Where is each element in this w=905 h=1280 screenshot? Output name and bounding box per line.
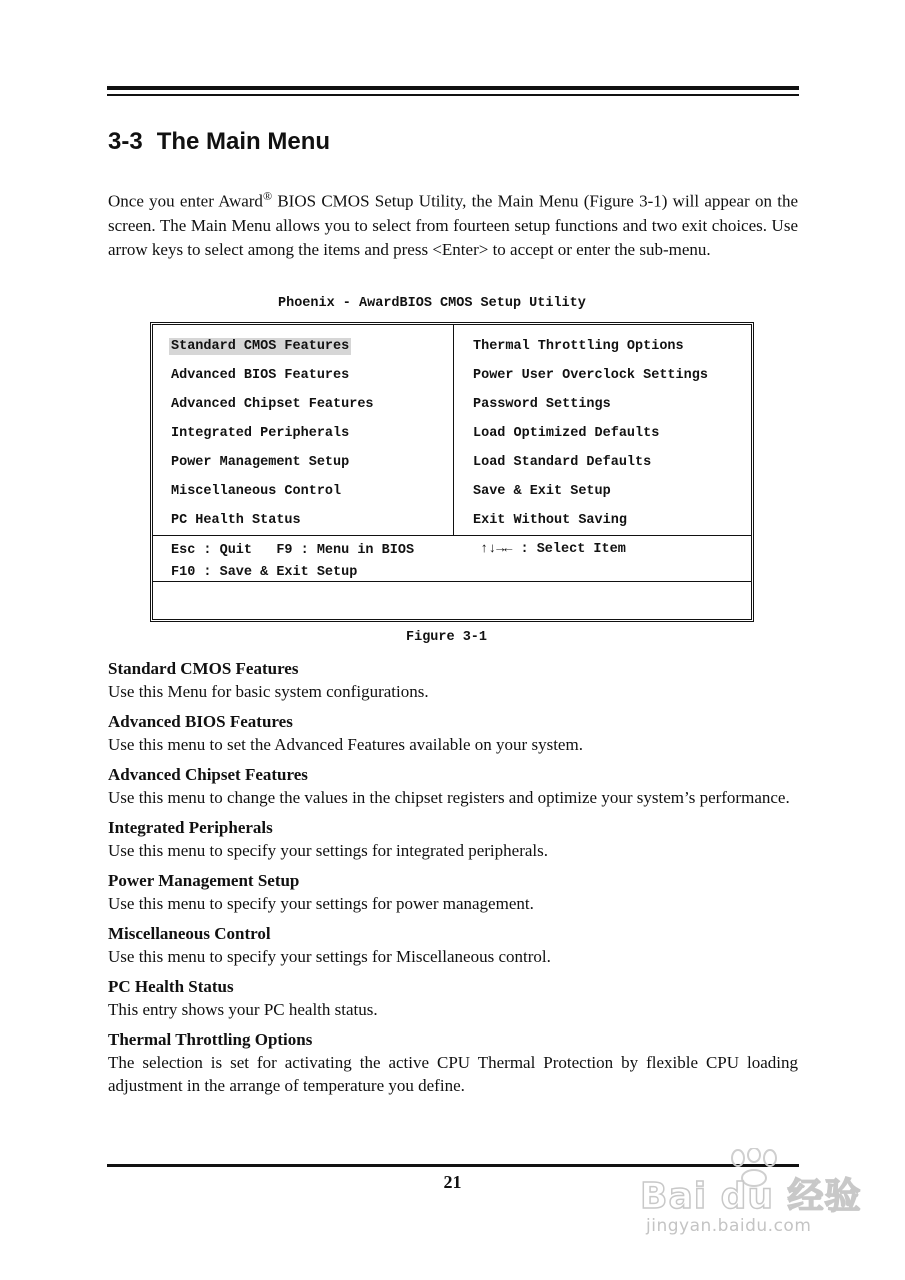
left-menu-item[interactable]: [171, 396, 374, 425]
key-help-arrows: ↑↓→← : Select Item: [480, 542, 626, 557]
right-menu-item[interactable]: [473, 367, 708, 396]
left-menu-item-label: Advanced Chipset Features: [171, 397, 374, 412]
description-title: Advanced BIOS Features: [108, 712, 293, 731]
left-menu-item[interactable]: [171, 512, 374, 541]
menu-description: [108, 711, 798, 756]
description-body: Use this menu to specify your settings for Miscellaneous control.: [108, 947, 551, 966]
menu-description: [108, 1029, 798, 1097]
right-menu-item[interactable]: [473, 338, 708, 367]
left-menu-item-label: Miscellaneous Control: [171, 484, 342, 499]
menu-description: [108, 764, 798, 809]
right-menu-item-label: Thermal Throttling Options: [473, 339, 684, 354]
left-menu-item[interactable]: [171, 454, 374, 483]
right-menu-item-label: Load Standard Defaults: [473, 455, 652, 470]
description-title: Standard CMOS Features: [108, 659, 299, 678]
menu-description: [108, 658, 798, 703]
left-menu-item-label: PC Health Status: [171, 513, 301, 528]
left-menu-item-label: Integrated Peripherals: [171, 426, 350, 441]
left-menu-item[interactable]: [171, 367, 374, 396]
right-menu-item[interactable]: [473, 396, 708, 425]
keys-status-divider: [153, 581, 751, 582]
description-body: Use this Menu for basic system configurations.: [108, 682, 429, 701]
top-rule-thick: [107, 86, 799, 90]
right-menu-item[interactable]: [473, 454, 708, 483]
right-menu-item-label: Load Optimized Defaults: [473, 426, 660, 441]
baidu-watermark: [640, 1148, 860, 1248]
description-title: Miscellaneous Control: [108, 924, 271, 943]
section-title: The Main Menu: [156, 128, 331, 155]
bios-utility-title: Phoenix - AwardBIOS CMOS Setup Utility: [278, 296, 586, 311]
right-menu-item-label: Password Settings: [473, 397, 611, 412]
intro-text-2: BIOS CMOS Setup Utility, the Main Menu (Figure 3-1) will appear on the screen. The Main Menu allows you to select from fourteen setup functions and two exit choices. Use arrow keys to select among the items and press <Enter> to accept or enter the sub-menu.: [108, 191, 799, 259]
menu-column-divider: [453, 325, 454, 535]
description-body: This entry shows your PC health status.: [108, 1000, 378, 1019]
description-body: Use this menu to change the values in the chipset registers and optimize your system’s performance.: [108, 788, 790, 807]
left-menu-item-label: Power Management Setup: [171, 455, 350, 470]
menu-description: [108, 870, 798, 915]
left-menu-item-label: Advanced BIOS Features: [171, 368, 350, 383]
description-title: PC Health Status: [108, 977, 234, 996]
section-heading: [108, 128, 330, 156]
intro-paragraph: [108, 184, 798, 262]
description-body: Use this menu to specify your settings for power management.: [108, 894, 534, 913]
menu-description: [108, 976, 798, 1021]
right-menu-item-label: Save & Exit Setup: [473, 484, 611, 499]
right-menu-item-label: Power User Overclock Settings: [473, 368, 708, 383]
menu-description: [108, 923, 798, 968]
right-menu-list: [473, 338, 708, 541]
description-title: Integrated Peripherals: [108, 818, 273, 837]
key-help-line-1: Esc : Quit F9 : Menu in BIOS: [171, 543, 415, 558]
description-title: Advanced Chipset Features: [108, 765, 308, 784]
watermark-logo: Bai du 经验: [640, 1176, 862, 1217]
key-help-line-2: F10 : Save & Exit Setup: [171, 565, 358, 580]
right-menu-item[interactable]: [473, 512, 708, 541]
left-menu-list: [171, 338, 374, 541]
description-title: Thermal Throttling Options: [108, 1030, 313, 1049]
figure-caption: Figure 3-1: [406, 630, 488, 645]
description-body: Use this menu to set the Advanced Features available on your system.: [108, 735, 583, 754]
intro-text-1: Once you enter Award: [108, 191, 263, 211]
description-body: The selection is set for activating the active CPU Thermal Protection by flexible CPU loading adjustment in the arrange of temperature you define.: [108, 1053, 798, 1095]
menu-description: [108, 817, 798, 862]
left-menu-item-label: Standard CMOS Features: [171, 339, 350, 354]
top-rule-thin: [107, 94, 799, 96]
right-menu-item[interactable]: [473, 483, 708, 512]
right-menu-item[interactable]: [473, 425, 708, 454]
section-number: 3-3: [108, 128, 143, 155]
menu-descriptions: [108, 658, 798, 1105]
left-menu-item[interactable]: [171, 425, 374, 454]
left-menu-item[interactable]: [171, 338, 374, 367]
bios-main-menu: [150, 322, 754, 622]
description-title: Power Management Setup: [108, 871, 300, 890]
left-menu-item[interactable]: [171, 483, 374, 512]
description-body: Use this menu to specify your settings for integrated peripherals.: [108, 841, 548, 860]
watermark-url: jingyan.baidu.com: [646, 1216, 812, 1236]
page-number: 21: [443, 1172, 462, 1192]
registered-mark: ®: [262, 189, 273, 203]
right-menu-item-label: Exit Without Saving: [473, 513, 627, 528]
